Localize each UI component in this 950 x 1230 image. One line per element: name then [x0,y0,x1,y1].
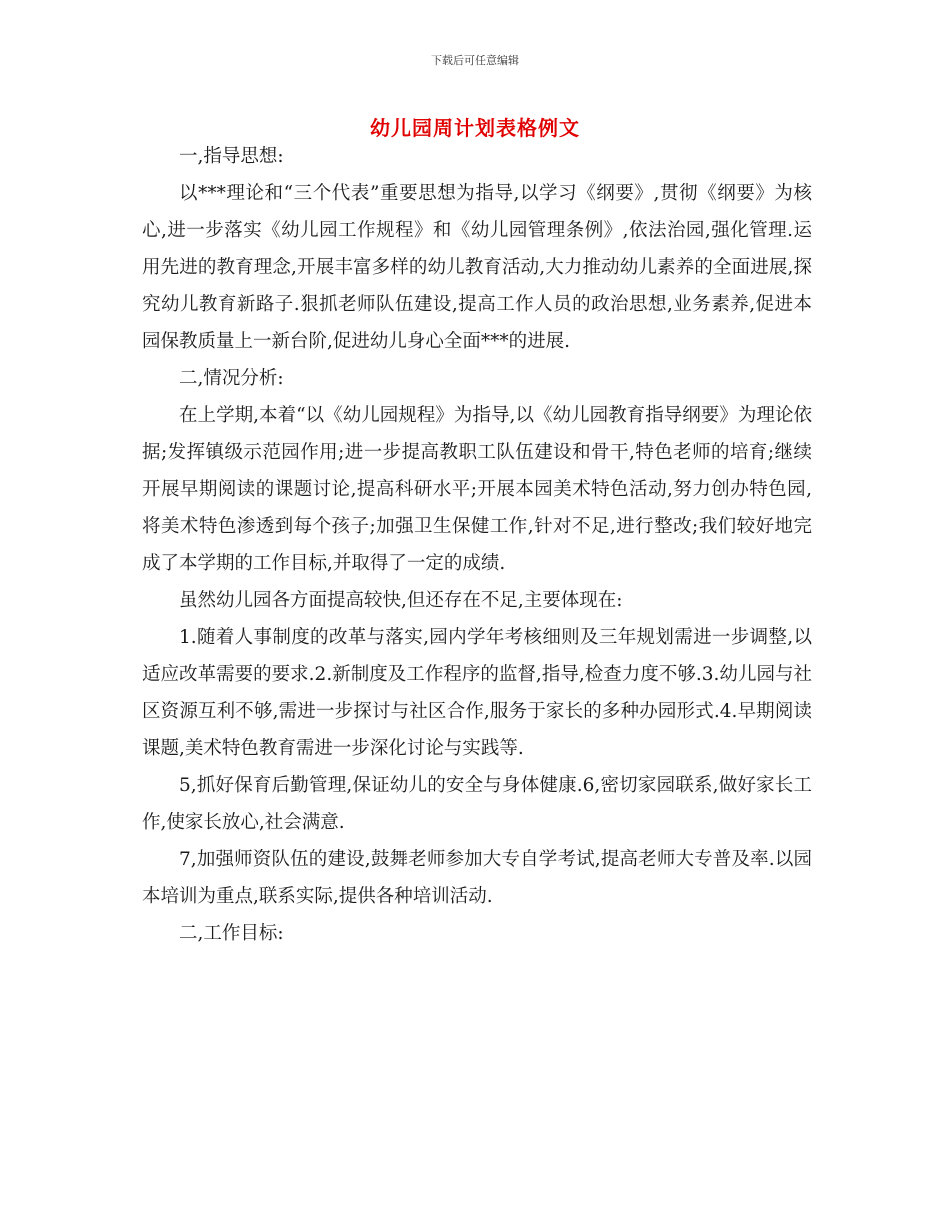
paragraph-situation: 在上学期,本着“以《幼儿园规程》为指导,以《幼儿园教育指导纲要》为理论依据;发挥镇级示范园作用;进一步提高教职工队伍建设和骨干,特色老师的培育;继续开展早期阅读的课题讨论,提高科研水平;开展本园美术特色活动,努力创办特色园,将美术特色渗透到每个孩子;加强卫生保健工作,针对不足,进行整改;我们较好地完成了本学期的工作目标,并取得了一定的成绩. [142,405,812,574]
section-heading-guiding-thought: 一,指导思想: [179,146,284,167]
paragraph-guiding-thought: 以***理论和“三个代表”重要思想为指导,以学习《纲要》,贯彻《纲要》为核心,进一步落实《幼儿园工作规程》和《幼儿园管理条例》,依法治园,强化管理.运用先进的教育理念,开展丰富多样的幼儿教育活动,大力推动幼儿素养的全面进展,探究幼儿教育新路子.狠抓老师队伍建设,提高工作人员的政治思想,业务素养,促进本园保教质量上一新台阶,促进幼儿身心全面***的进展. [142,183,812,352]
document-title: 幼儿园周计划表格例文 [370,116,580,140]
paragraph-item-7: 7,加强师资队伍的建设,鼓舞老师参加大专自学考试,提高老师大专普及率.以园本培训为重点,联系实际,提供各种培训活动. [142,849,812,907]
section-heading-work-goals: 二,工作目标: [179,923,284,944]
paragraph-item-5-6: 5,抓好保育后勤管理,保证幼儿的安全与身体健康.6,密切家园联系,做好家长工作,使家长放心,社会满意. [142,775,812,833]
paragraph-shortcomings-list: 1.随着人事制度的改革与落实,园内学年考核细则及三年规划需进一步调整,以适应改革需要的要求.2.新制度及工作程序的监督,指导,检查力度不够.3.幼儿园与社区资源互利不够,需进一步探讨与社区合作,服务于家长的多种办园形式.4.早期阅读课题,美术特色教育需进一步深化讨论与实践等. [142,627,812,759]
paragraph-shortcomings-intro: 虽然幼儿园各方面提高较快,但还存在不足,主要体现在: [179,590,623,611]
document-body [142,138,812,952]
header-note: 下载后可任意编辑 [431,54,519,67]
section-heading-situation: 二,情况分析: [179,368,284,389]
